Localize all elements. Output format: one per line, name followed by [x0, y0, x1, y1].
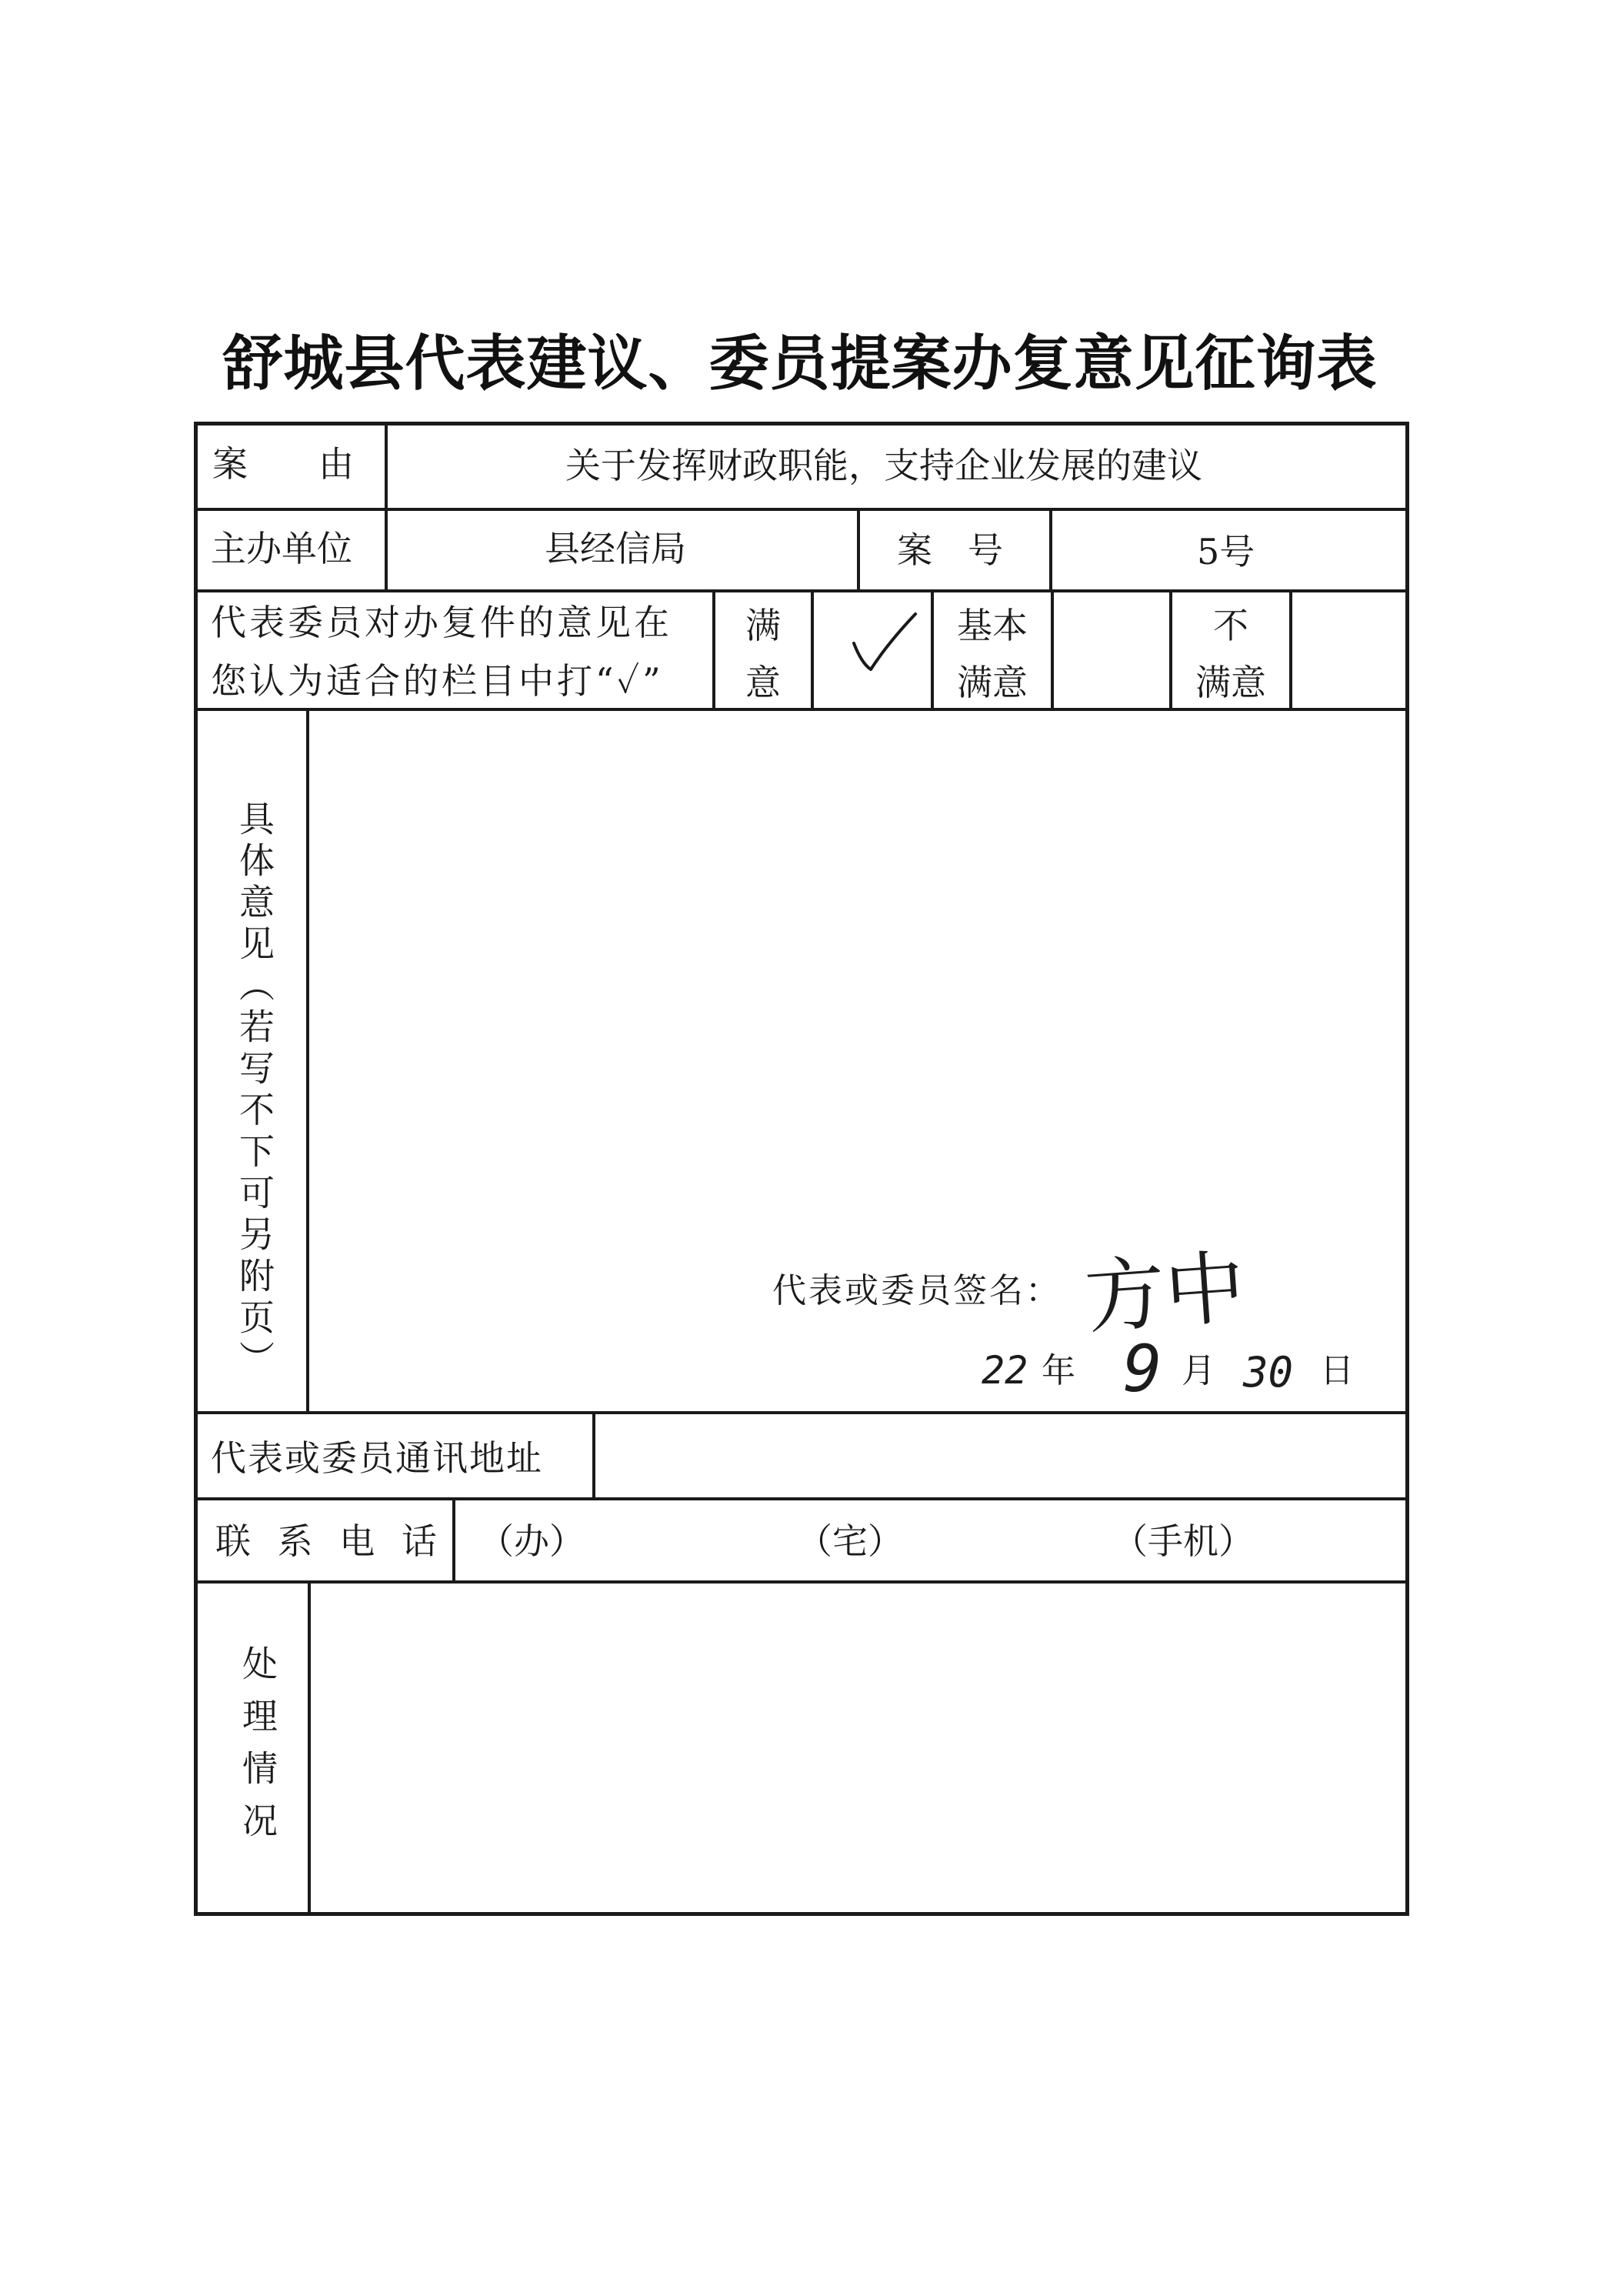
phone-home-field[interactable] — [889, 1502, 1105, 1579]
col-divider — [306, 709, 309, 1413]
host-unit-label: 主办单位 — [211, 528, 352, 569]
signature: 方中 — [1082, 1240, 1248, 1346]
option-satisfied-line1: 满 — [745, 605, 781, 646]
col-divider — [308, 1582, 311, 1914]
col-divider — [452, 1499, 455, 1582]
date-year-char: 年 — [1042, 1351, 1075, 1390]
date-month-char: 月 — [1182, 1351, 1215, 1390]
address-field[interactable] — [608, 1440, 1400, 1479]
address-label: 代表或委员通讯地址 — [211, 1437, 543, 1479]
host-unit-value: 县经信局 — [545, 528, 686, 569]
date-day: 30 — [1243, 1348, 1294, 1397]
date-year: 22 — [982, 1348, 1028, 1393]
case-reason-value: 关于发挥财政职能，支持企业发展的建议 — [565, 445, 1202, 486]
option-basic-label — [934, 597, 1051, 711]
check-mark-icon — [814, 592, 929, 708]
opinion-instruction-line1: 代表委员对办复件的意见在 — [211, 602, 672, 643]
col-divider — [385, 423, 388, 509]
option-satisfied-checkbox[interactable] — [814, 592, 929, 708]
case-number-value: 5号 — [1197, 531, 1255, 572]
specific-opinion-label: 具体意见（若写不下可另附页） — [234, 800, 275, 1382]
signature-label: 代表或委员签名： — [772, 1271, 1062, 1310]
phone-mobile-label: （手机） — [1112, 1520, 1254, 1562]
col-divider — [385, 509, 388, 591]
option-unsatisfied-line2: 满意 — [1195, 662, 1266, 703]
page-title: 舒城县代表建议、委员提案办复意见征询表 — [222, 329, 1378, 399]
phone-mobile-field[interactable] — [1254, 1502, 1400, 1579]
case-number-label: 案 号 — [897, 529, 1003, 571]
phone-office-field[interactable] — [569, 1502, 785, 1579]
row-divider — [194, 589, 1409, 592]
option-basic-checkbox[interactable] — [1054, 592, 1169, 708]
date-day-char: 日 — [1320, 1351, 1354, 1390]
option-basic-line2: 满意 — [957, 662, 1028, 703]
row-divider — [194, 1411, 1409, 1414]
case-reason-label: 案 由 — [212, 443, 354, 485]
opinion-instruction-line2: 您认为适合的栏目中打“✓” — [211, 660, 664, 702]
handling-label: 处理情况 — [237, 1645, 278, 1854]
col-divider — [592, 1413, 595, 1499]
option-unsatisfied-label — [1172, 597, 1289, 711]
option-satisfied-line2: 意 — [745, 662, 781, 703]
row-divider — [194, 1580, 1409, 1584]
row-divider — [194, 508, 1409, 511]
phone-office-label: （办） — [478, 1520, 585, 1562]
option-satisfied-label — [715, 597, 811, 711]
row-divider — [194, 1497, 1409, 1500]
option-unsatisfied-checkbox[interactable] — [1292, 592, 1408, 708]
phone-label: 联 系 电 话 — [215, 1520, 445, 1562]
handling-field[interactable] — [312, 1585, 1405, 1911]
col-divider — [1049, 509, 1052, 591]
date-month: 9 — [1123, 1331, 1162, 1407]
col-divider — [857, 509, 860, 591]
specific-opinion-field[interactable] — [311, 711, 1406, 1250]
option-unsatisfied-line1: 不 — [1213, 605, 1248, 646]
phone-home-label: （宅） — [797, 1520, 903, 1562]
option-basic-line1: 基本 — [957, 605, 1028, 646]
